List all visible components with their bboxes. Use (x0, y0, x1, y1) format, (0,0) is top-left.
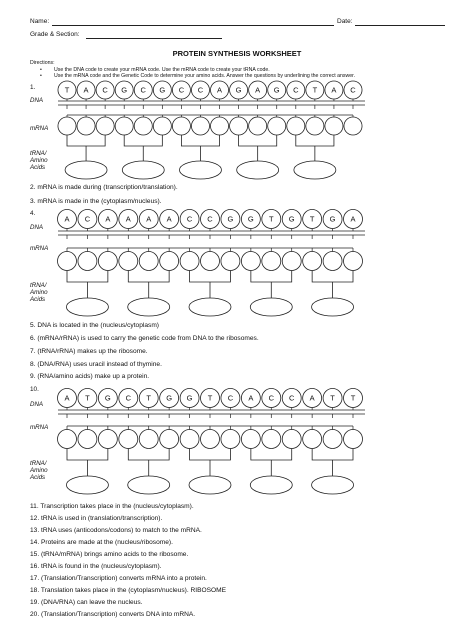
dna-label: DNA (30, 401, 44, 408)
amino-acid-ellipse (128, 298, 170, 316)
dna-base-letter: G (235, 85, 242, 95)
question: 11. Transcription takes place in the (nucleus/cytoplasm). (30, 503, 194, 510)
mrna-base-circle (201, 252, 220, 271)
codon-bracket (128, 271, 169, 300)
mrna-base-circle (262, 252, 281, 271)
dna-base-letter: A (255, 85, 261, 95)
dna-base-letter: T (309, 214, 315, 224)
dna-base-letter: G (329, 214, 336, 224)
amino-acid-ellipse (312, 298, 354, 316)
dna-base-letter: G (288, 214, 295, 224)
mrna-base-circle (221, 430, 240, 449)
dna-base-letter: A (64, 214, 70, 224)
question: 19. (DNA/RNA) can leave the nucleus. (30, 599, 143, 606)
question: 6. (mRNA/rRNA) is used to carry the genetic code from DNA to the ribosomes. (30, 335, 259, 342)
codon-bracket (67, 449, 108, 478)
mrna-base-circle (119, 252, 138, 271)
amino-acid-ellipse (250, 476, 292, 494)
direction-item: Use the mRNA code and the Genetic Code to determine your amino acids. Answer the questions by underlining the correct answer. (54, 73, 356, 79)
trna-label: Amino (30, 289, 48, 296)
bullet: • (40, 73, 42, 79)
mrna-base-circle (230, 117, 248, 135)
codon-bracket (312, 271, 353, 300)
grade-label: Grade & Section: (30, 31, 80, 38)
mrna-base-circle (172, 117, 190, 135)
mrna-base-circle (98, 252, 117, 271)
codon-bracket (251, 449, 292, 478)
dna-base-letter: C (178, 85, 185, 95)
page-title: PROTEIN SYNTHESIS WORKSHEET (172, 49, 302, 58)
amino-acid-ellipse (189, 298, 231, 316)
mrna-base-circle (344, 117, 362, 135)
trna-label: Acids (30, 164, 46, 171)
directions-label: Directions: (30, 60, 55, 66)
trna-label: Acids (30, 474, 46, 481)
dna-base-letter: T (207, 393, 213, 403)
mrna-base-circle (221, 252, 240, 271)
dna-base-letter: T (312, 85, 318, 95)
mrna-base-circle (58, 430, 77, 449)
codon-bracket (296, 135, 334, 162)
codon-bracket (128, 449, 169, 478)
mrna-base-circle (306, 117, 324, 135)
question: 16. tRNA is found in the (nucleus/cytoplasm). (30, 563, 162, 570)
question: 14. Proteins are made at the (nucleus/ribosome). (30, 539, 173, 546)
mrna-base-circle (78, 430, 97, 449)
codon-bracket (67, 271, 108, 300)
dna-base-letter: G (159, 85, 166, 95)
dna-base-letter: C (197, 85, 204, 95)
dna-base-letter: A (350, 214, 356, 224)
dna-base-letter: A (309, 393, 315, 403)
mrna-base-circle (282, 430, 301, 449)
amino-acid-ellipse (122, 161, 164, 179)
dna-base-letter: A (83, 85, 89, 95)
mrna-base-circle (134, 117, 152, 135)
mrna-base-circle (303, 430, 322, 449)
dna-base-letter: T (268, 214, 274, 224)
question: 5. DNA is located in the (nucleus/cytoplasm) (30, 322, 160, 329)
dna-base-letter: A (125, 214, 131, 224)
mrna-base-circle (96, 117, 114, 135)
dna-base-letter: A (217, 85, 223, 95)
mrna-base-circle (325, 117, 343, 135)
problem-number: 1. (30, 84, 36, 91)
codon-bracket (67, 135, 105, 162)
question: 8. (DNA/RNA) uses uracil instead of thymine. (30, 361, 162, 368)
question: 2. mRNA is made during (transcription/translation). (30, 184, 178, 191)
mrna-base-circle (201, 430, 220, 449)
trna-label: tRNA/ (30, 282, 47, 289)
mrna-base-circle (153, 117, 171, 135)
mrna-base-circle (268, 117, 286, 135)
dna-base-letter: G (227, 214, 234, 224)
dna-base-letter: G (247, 214, 254, 224)
codon-bracket (190, 271, 231, 300)
mrna-base-circle (191, 117, 209, 135)
dna-base-letter: A (248, 393, 254, 403)
amino-acid-ellipse (66, 476, 108, 494)
codon-bracket (124, 135, 162, 162)
amino-acid-ellipse (294, 161, 336, 179)
mrna-base-circle (78, 252, 97, 271)
dna-base-letter: T (146, 393, 152, 403)
dna-base-letter: G (104, 393, 111, 403)
problem-number: 10. (30, 386, 39, 393)
mrna-base-circle (98, 430, 117, 449)
dna-base-letter: C (102, 85, 108, 95)
codon-bracket (251, 271, 292, 300)
mrna-base-circle (211, 117, 229, 135)
dna-label: DNA (30, 224, 44, 231)
mrna-base-circle (115, 117, 133, 135)
question: 7. (tRNA/rRNA) makes up the ribosome. (30, 348, 148, 355)
dna-label: DNA (30, 97, 44, 104)
mrna-base-circle (160, 430, 179, 449)
dna-base-letter: C (293, 85, 299, 95)
dna-base-letter: C (227, 393, 234, 403)
dna-base-letter: T (64, 85, 70, 95)
dna-base-letter: C (268, 393, 274, 403)
dna-base-letter: G (273, 85, 280, 95)
mrna-base-circle (344, 252, 363, 271)
question: 3. mRNA is made in the (cytoplasm/nucleus). (30, 198, 162, 205)
dna-base-letter: A (105, 214, 111, 224)
mrna-base-circle (139, 252, 158, 271)
question: 9. (RNA/amino acids) make up a protein. (30, 373, 150, 380)
dna-base-letter: C (125, 393, 131, 403)
protein-synthesis-diagram-2 (0, 206, 474, 326)
mrna-base-circle (77, 117, 95, 135)
protein-synthesis-diagram-1 (0, 80, 474, 190)
dna-base-letter: G (166, 393, 173, 403)
direction-item: Use the DNA code to create your mRNA code. Use the mRNA code to create your tRNA code. (54, 67, 270, 73)
mrna-base-circle (139, 430, 158, 449)
mrna-base-circle (303, 252, 322, 271)
mrna-label: mRNA (30, 125, 49, 132)
dna-base-letter: A (146, 214, 152, 224)
problem-number: 4. (30, 210, 36, 217)
name-label: Name: (30, 18, 50, 25)
trna-label: tRNA/ (30, 150, 47, 157)
grade-field[interactable] (86, 38, 222, 39)
mrna-label: mRNA (30, 245, 49, 252)
codon-bracket (190, 449, 231, 478)
dna-base-letter: A (331, 85, 337, 95)
dna-base-letter: A (166, 214, 172, 224)
dna-base-letter: T (85, 393, 90, 403)
mrna-base-circle (344, 430, 363, 449)
amino-acid-ellipse (189, 476, 231, 494)
question: 18. Translation takes place in the (cytoplasm/nucleus). RIBOSOME (30, 587, 227, 594)
trna-label: Acids (30, 296, 46, 303)
mrna-base-circle (262, 430, 281, 449)
amino-acid-ellipse (250, 298, 292, 316)
question: 12. tRNA is used in (translation/transcription). (30, 515, 163, 522)
dna-base-letter: C (289, 393, 295, 403)
dna-base-letter: G (121, 85, 128, 95)
codon-bracket (239, 135, 277, 162)
dna-base-letter: C (207, 214, 213, 224)
mrna-base-circle (119, 430, 138, 449)
dna-base-letter: A (64, 393, 70, 403)
mrna-base-circle (58, 252, 77, 271)
dna-base-letter: C (140, 85, 146, 95)
mrna-base-circle (180, 252, 199, 271)
mrna-label: mRNA (30, 424, 49, 431)
trna-label: Amino (30, 467, 48, 474)
date-field[interactable] (355, 25, 445, 26)
mrna-base-circle (180, 430, 199, 449)
mrna-base-circle (287, 117, 305, 135)
amino-acid-ellipse (66, 298, 108, 316)
mrna-base-circle (249, 117, 267, 135)
mrna-base-circle (58, 117, 76, 135)
dna-base-letter: C (84, 214, 91, 224)
question: 17. (Translation/Transcription) converts mRNA into a protein. (30, 575, 207, 582)
dna-base-letter: T (350, 393, 356, 403)
bullet: • (40, 67, 42, 73)
codon-bracket (181, 135, 219, 162)
mrna-base-circle (282, 252, 301, 271)
amino-acid-ellipse (312, 476, 354, 494)
amino-acid-ellipse (179, 161, 221, 179)
amino-acid-ellipse (65, 161, 107, 179)
question: 13. tRNA uses (anticodons/codons) to match to the mRNA. (30, 527, 202, 534)
dna-base-letter: T (330, 393, 335, 403)
mrna-base-circle (241, 430, 260, 449)
question: 20. (Translation/Transcription) converts DNA into mRNA. (30, 611, 196, 618)
amino-acid-ellipse (128, 476, 170, 494)
dna-base-letter: C (186, 214, 193, 224)
mrna-base-circle (323, 252, 342, 271)
question: 15. (tRNA/mRNA) brings amino acids to the ribosome. (30, 551, 189, 558)
trna-label: Amino (30, 157, 48, 164)
name-field[interactable] (52, 25, 334, 26)
protein-synthesis-diagram-3 (0, 384, 474, 504)
amino-acid-ellipse (237, 161, 279, 179)
dna-base-letter: G (186, 393, 193, 403)
codon-bracket (312, 449, 353, 478)
dna-base-letter: C (350, 85, 356, 95)
mrna-base-circle (160, 252, 179, 271)
date-label: Date: (337, 18, 353, 25)
mrna-base-circle (323, 430, 342, 449)
trna-label: tRNA/ (30, 460, 47, 467)
mrna-base-circle (241, 252, 260, 271)
